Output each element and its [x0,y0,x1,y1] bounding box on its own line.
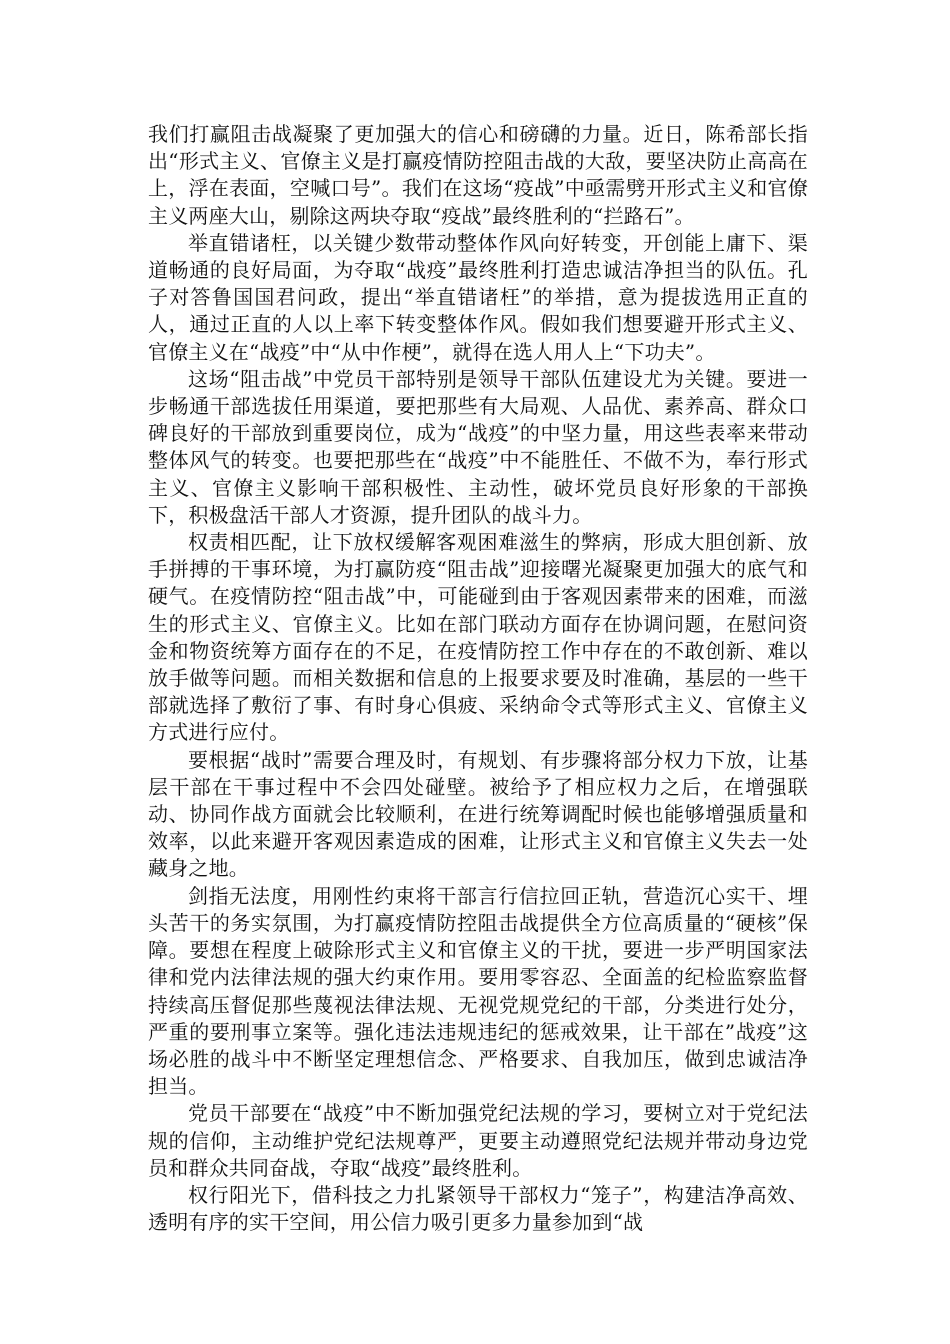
document-body [148,121,808,1236]
paragraph-1: 我们打赢阻击战凝聚了更加强大的信心和磅礴的力量。近日，陈希部长指出“形式主义、官僚主义是打赢疫情防控阻击战的大敌，要坚决防止高高在上，浮在表面，空喊口号”。我们在这场“疫战”中亟需劈开形式主义和官僚主义两座大山，剔除这两块夺取“疫战”最终胜利的“拦路石”。 [148,122,808,228]
paragraph-2: 举直错诸枉，以关键少数带动整体作风向好转变，开创能上庸下、渠道畅通的良好局面，为夺取“战疫”最终胜利打造忠诚洁净担当的队伍。孔子对答鲁国国君问政，提出“举直错诸枉”的举措，意为提拔选用正直的人，通过正直的人以上率下转变整体作风。假如我们想要避开形式主义、官僚主义在“战疫”中“从中作梗”，就得在选人用人上“下功夫”。 [148,230,808,364]
paragraph-8: 权行阳光下，借科技之力扎紧领导干部权力“笼子”，构建洁净高效、透明有序的实干空间，用公信力吸引更多力量参加到“战 [148,1182,808,1235]
paragraph-4: 权责相匹配，让下放权缓解客观困难滋生的弊病，形成大胆创新、放手拼搏的干事环境，为打赢防疫“阻击战”迎接曙光凝聚更加强大的底气和硬气。在疫情防控“阻击战”中，可能碰到由于客观因素带来的困难，而滋生的形式主义、官僚主义。比如在部门联动方面存在协调问题，在慰问资金和物资统筹方面存在的不足，在疫情防控工作中存在的不敢创新、难以放手做等问题。而相关数据和信息的上报要求要及时准确，基层的一些干部就选择了敷衍了事、有时身心俱疲、采纳命令式等形式主义、官僚主义方式进行应付。 [148,530,808,745]
paragraph-6: 剑指无法度，用刚性约束将干部言行信拉回正轨，营造沉心实干、埋头苦干的务实氛围，为打赢疫情防控阻击战提供全方位高质量的“硬核”保障。要想在程度上破除形式主义和官僚主义的干扰，要进一步严明国家法律和党内法律法规的强大约束作用。要用零容忍、全面盖的纪检监察监督持续高压督促那些蔑视法律法规、无视党规党纪的干部，分类进行处分，严重的要刑事立案等。强化违法违规违纪的惩戒效果，让干部在”战疫”这场必胜的战斗中不断坚定理想信念、严格要求、自我加压，做到忠诚洁净担当。 [148,883,808,1099]
paragraph-5: 要根据“战时”需要合理及时，有规划、有步骤将部分权力下放，让基层干部在干事过程中不会四处碰壁。被给予了相应权力之后，在增强联动、协同作战方面就会比较顺利，在进行统筹调配时候也能够增强质量和效率，以此来避开客观因素造成的困难，让形式主义和官僚主义失去一处藏身之地。 [148,747,808,881]
paragraph-7: 党员干部要在“战疫”中不断加强党纪法规的学习，要树立对于党纪法规的信仰，主动维护党纪法规尊严，更要主动遵照党纪法规并带动身边党员和群众共同奋战，夺取“战疫”最终胜利。 [148,1101,808,1180]
paragraph-3: 这场“阻击战”中党员干部特别是领导干部队伍建设尤为关键。要进一步畅通干部选拔任用渠道，要把那些有大局观、人品优、素养高、群众口碑良好的干部放到重要岗位，成为“战疫”的中坚力量，用这些表率来带动整体风气的转变。也要把那些在“战疫”中不能胜任、不做不为，奉行形式主义、官僚主义影响干部积极性、主动性，破坏党员良好形象的干部换下，积极盘活干部人才资源，提升团队的战斗力。 [148,366,808,527]
